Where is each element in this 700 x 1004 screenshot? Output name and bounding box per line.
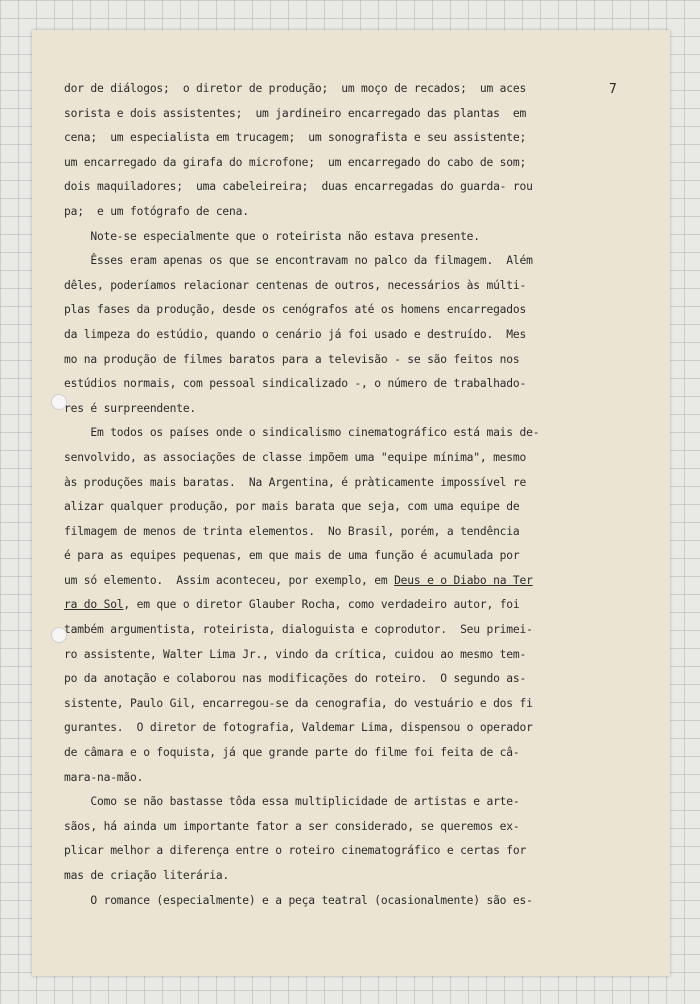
text-line: Como se não bastasse tôda essa multiplicidade de artistas e arte- <box>64 795 520 809</box>
text-line: sãos, há ainda um importante fator a ser considerado, se queremos ex- <box>64 819 520 833</box>
text-line: plas fases da produção, desde os cenógrafos até os homens encarregados <box>64 303 527 317</box>
text-line: plicar melhor a diferença entre o roteiro cinematográfico e certas for <box>64 844 527 858</box>
text-line: O romance (especialmente) e a peça teatral (ocasionalmente) são es- <box>64 893 533 907</box>
text-line: alizar qualquer produção, por mais barata que seja, com uma equipe de <box>64 500 520 514</box>
text-line: senvolvido, as associações de classe impõem uma "equipe mínima", mesmo <box>64 450 527 464</box>
text-line: pa; e um fotógrafo de cena. <box>64 204 249 218</box>
text-line: um encarregado da girafa do microfone; um encarregado do cabo de som; <box>64 155 527 169</box>
text-line: dor de diálogos; o diretor de produção; um moço de recados; um aces <box>64 82 527 95</box>
text-line: estúdios normais, com pessoal sindicalizado -, o número de trabalhado- <box>64 377 527 391</box>
text-line: um só elemento. Assim aconteceu, por exemplo, em Deus e o Diabo na Ter <box>64 573 533 587</box>
text-line: mara-na-mão. <box>64 770 144 784</box>
text-line: dêles, poderíamos relacionar centenas de outros, necessários às múlti- <box>64 278 527 292</box>
text-line: cena; um especialista em trucagem; um sonografista e seu assistente; <box>64 131 527 145</box>
text-line: às produções mais baratas. Na Argentina, é pràticamente impossível re <box>64 475 527 489</box>
text-line: sistente, Paulo Gil, encarregou-se da cenografia, do vestuário e dos fi <box>64 696 533 710</box>
text-line: gurantes. O diretor de fotografia, Valdemar Lima, dispensou o operador <box>64 721 533 735</box>
text-line: Êsses eram apenas os que se encontravam no palco da filmagem. Além <box>64 254 533 268</box>
text-line: dois maquiladores; uma cabeleireira; duas encarregadas do guarda- rou <box>64 180 533 194</box>
text-line: po da anotação e colaborou nas modificações do roteiro. O segundo as- <box>64 672 527 686</box>
text-line: sorista e dois assistentes; um jardineiro encarregado das plantas em <box>64 106 527 120</box>
page-number: 7 <box>609 82 617 97</box>
text-line: mas de criação literária. <box>64 869 230 882</box>
text-line: filmagem de menos de trinta elementos. No Brasil, porém, a tendência <box>64 524 520 538</box>
text-line: de câmara e o foquista, já que grande parte do filme foi feita de câ- <box>64 746 520 760</box>
text-line: também argumentista, roteirista, dialoguista e coprodutor. Seu primei- <box>64 623 533 637</box>
text-line: da limpeza do estúdio, quando o cenário já foi usado e destruído. Mes <box>64 327 527 341</box>
typed-text-body <box>64 77 624 913</box>
text-line: é para as equipes pequenas, em que mais de uma função é acumulada por <box>64 549 520 563</box>
text-line: ra do Sol, em que o diretor Glauber Rocha, como verdadeiro autor, foi <box>64 598 520 612</box>
film-title: ra do Sol <box>64 598 124 612</box>
text-line: res é surpreendente. <box>64 401 197 415</box>
text-line: Note-se especialmente que o roteirista não estava presente. <box>64 229 480 243</box>
text-line: mo na produção de filmes baratos para a televisão - se são feitos nos <box>64 352 520 366</box>
text-line: Em todos os países onde o sindicalismo cinematográfico está mais de- <box>64 426 540 440</box>
text-line: ro assistente, Walter Lima Jr., vindo da crítica, cuidou ao mesmo tem- <box>64 647 527 661</box>
film-title: Deus e o Diabo na Ter <box>394 573 533 587</box>
